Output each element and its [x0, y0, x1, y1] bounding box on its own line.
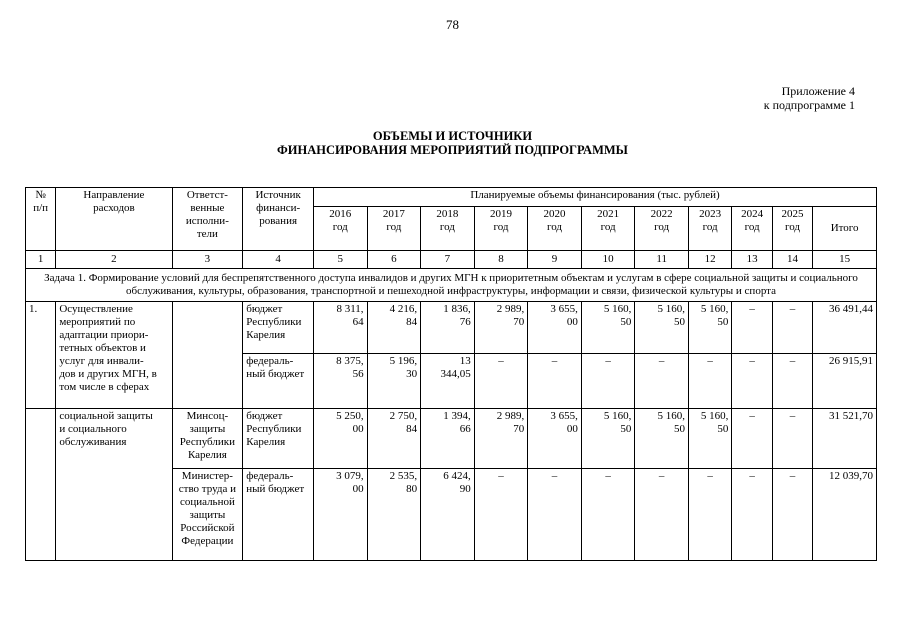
column-number: 8 — [474, 251, 528, 269]
header-year: 2017 год — [367, 207, 421, 251]
column-numbers-row — [26, 251, 877, 269]
item-direction-continued: социальной защиты и социального обслуживания — [56, 409, 172, 561]
header-row-1 — [26, 188, 877, 207]
value-cell: 2 989, 70 — [474, 409, 528, 469]
total-cell: 36 491,44 — [813, 302, 877, 354]
value-cell: 5 250, 00 — [314, 409, 368, 469]
header-year: 2025 год — [772, 207, 812, 251]
column-number: 15 — [813, 251, 877, 269]
column-number: 11 — [635, 251, 689, 269]
value-cell: – — [772, 409, 812, 469]
header-year: 2016 год — [314, 207, 368, 251]
value-cell: – — [528, 354, 582, 409]
header-direction: Направление расходов — [56, 188, 172, 251]
value-cell: 5 160, 50 — [635, 302, 689, 354]
value-cell: 2 535, 80 — [367, 469, 421, 561]
value-cell: 5 160, 50 — [688, 409, 731, 469]
value-cell: – — [688, 469, 731, 561]
column-number: 4 — [243, 251, 314, 269]
value-cell: 4 216, 84 — [367, 302, 421, 354]
page-number: 78 — [446, 17, 459, 32]
table-row — [26, 302, 877, 354]
item-executor-empty — [172, 302, 243, 409]
value-cell: 3 655, 00 — [528, 409, 582, 469]
table-row — [26, 409, 877, 469]
total-cell: 31 521,70 — [813, 409, 877, 469]
value-cell: 5 160, 50 — [581, 409, 635, 469]
value-cell: – — [581, 354, 635, 409]
value-cell: – — [688, 354, 731, 409]
value-cell: 1 394, 66 — [421, 409, 475, 469]
value-cell: 2 750, 84 — [367, 409, 421, 469]
value-cell: – — [732, 469, 772, 561]
item-number: 1. — [26, 302, 56, 409]
value-cell: – — [635, 354, 689, 409]
column-number: 2 — [56, 251, 172, 269]
value-cell: – — [474, 469, 528, 561]
header-total: Итого — [813, 207, 877, 251]
header-year: 2021 год — [581, 207, 635, 251]
header-executors: Ответст- венные исполни- тели — [172, 188, 243, 251]
column-number: 13 — [732, 251, 772, 269]
header-year: 2018 год — [421, 207, 475, 251]
financing-table — [25, 187, 877, 561]
funding-source: федераль- ный бюджет — [243, 354, 314, 409]
funding-source: бюджет Республики Карелия — [243, 302, 314, 354]
document-title — [0, 129, 905, 157]
item-executor: Минсоц- защиты Республики Карелия — [172, 409, 243, 469]
value-cell: – — [732, 302, 772, 354]
value-cell: – — [474, 354, 528, 409]
value-cell: 3 655, 00 — [528, 302, 582, 354]
column-number: 6 — [367, 251, 421, 269]
column-number: 12 — [688, 251, 731, 269]
funding-source: бюджет Республики Карелия — [243, 409, 314, 469]
value-cell: – — [635, 469, 689, 561]
title-line-2: ФИНАНСИРОВАНИЯ МЕРОПРИЯТИЙ ПОДПРОГРАММЫ — [277, 143, 628, 157]
total-cell: 12 039,70 — [813, 469, 877, 561]
item-executor: Министер- ство труда и социальной защиты Российской Федерации — [172, 469, 243, 561]
header-year: 2020 год — [528, 207, 582, 251]
task-row — [26, 269, 877, 302]
value-cell: 1 836, 76 — [421, 302, 475, 354]
title-line-1: ОБЪЕМЫ И ИСТОЧНИКИ — [372, 129, 533, 143]
header-year: 2022 год — [635, 207, 689, 251]
item-number-empty — [26, 409, 56, 561]
appendix-line-1: Приложение 4 — [781, 84, 855, 98]
value-cell: – — [581, 469, 635, 561]
column-number: 10 — [581, 251, 635, 269]
value-cell: 8 375, 56 — [314, 354, 368, 409]
value-cell: – — [772, 302, 812, 354]
column-number: 7 — [421, 251, 475, 269]
value-cell: 5 160, 50 — [581, 302, 635, 354]
total-cell: 26 915,91 — [813, 354, 877, 409]
value-cell: 2 989, 70 — [474, 302, 528, 354]
item-direction: Осуществление мероприятий по адаптации приори- тетных объектов и услуг для инвали- дов и других МГН, в том числе в сферах — [56, 302, 172, 409]
column-number: 5 — [314, 251, 368, 269]
value-cell: – — [732, 354, 772, 409]
value-cell: 5 160, 50 — [635, 409, 689, 469]
column-number: 3 — [172, 251, 243, 269]
header-year: 2019 год — [474, 207, 528, 251]
header-year: 2024 год — [732, 207, 772, 251]
value-cell: 6 424, 90 — [421, 469, 475, 561]
header-num: № п/п — [26, 188, 56, 251]
column-number: 14 — [772, 251, 812, 269]
value-cell: – — [772, 469, 812, 561]
header-year: 2023 год — [688, 207, 731, 251]
value-cell: 13 344,05 — [421, 354, 475, 409]
value-cell: 3 079, 00 — [314, 469, 368, 561]
header-planned: Планируемые объемы финансирования (тыс. рублей) — [314, 188, 877, 207]
task-description: Задача 1. Формирование условий для беспрепятственного доступа инвалидов и других МГН к приоритетным объектам и услугам в сфере социальной защиты и социального обслуживания, культуры, образования, транспортной и пешеходной инфраструктуры, информации и связи, физической культуры и спорта — [26, 269, 877, 302]
value-cell: – — [528, 469, 582, 561]
appendix-note — [764, 84, 855, 112]
value-cell: 5 160, 50 — [688, 302, 731, 354]
value-cell: 5 196, 30 — [367, 354, 421, 409]
value-cell: – — [772, 354, 812, 409]
column-number: 9 — [528, 251, 582, 269]
value-cell: – — [732, 409, 772, 469]
appendix-line-2: к подпрограмме 1 — [763, 98, 855, 112]
value-cell: 8 311, 64 — [314, 302, 368, 354]
funding-source: федераль- ный бюджет — [243, 469, 314, 561]
column-number: 1 — [26, 251, 56, 269]
header-source: Источник финанси- рования — [243, 188, 314, 251]
